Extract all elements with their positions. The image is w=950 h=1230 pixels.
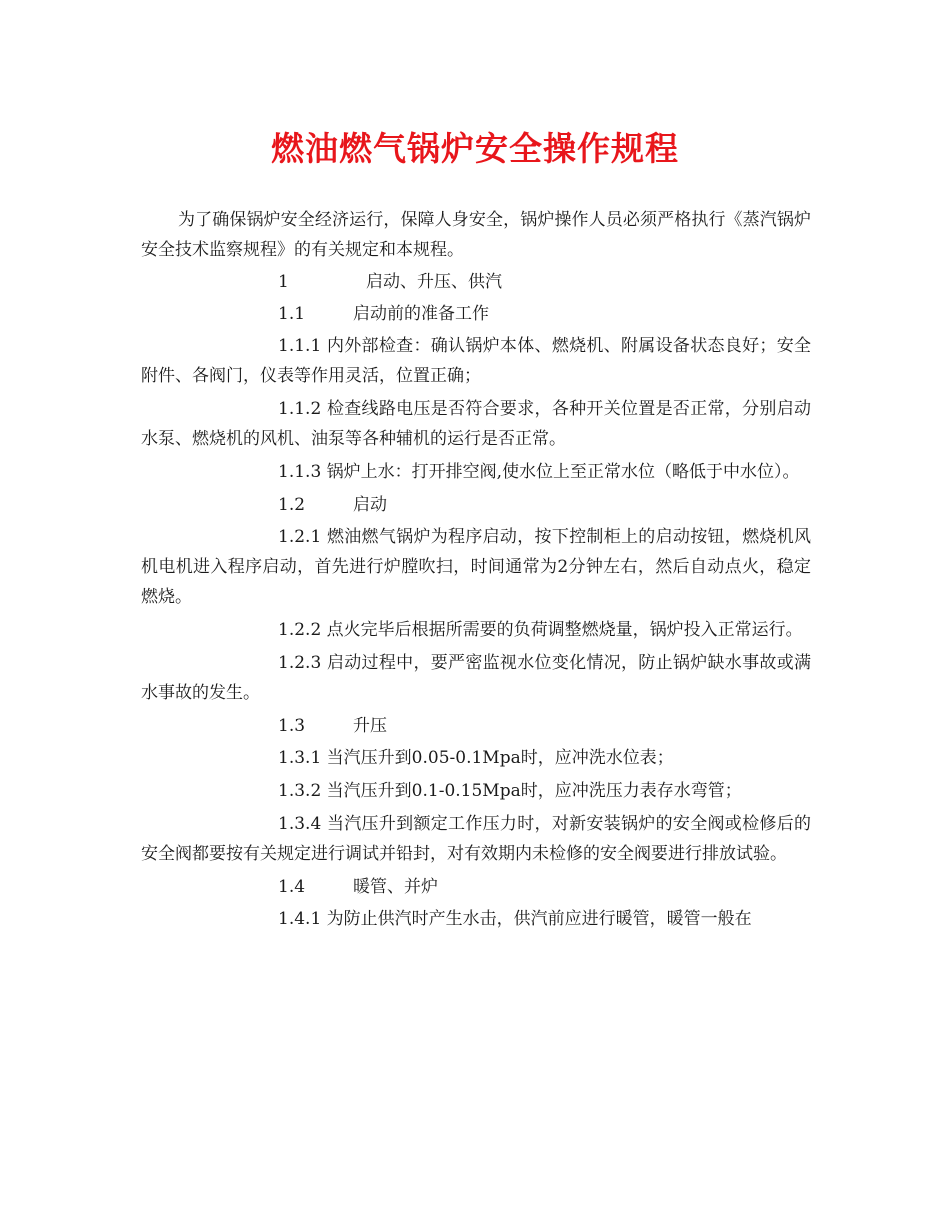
- section-title: 升压: [353, 716, 387, 736]
- intro-paragraph: 为了确保锅炉安全经济运行，保障人身安全，锅炉操作人员必须严格执行《蒸汽锅炉安全技术监察规程》的有关规定和本规程。: [141, 210, 811, 260]
- section-number: 1: [278, 272, 289, 292]
- section-heading-1: [141, 267, 811, 297]
- item-1-2-3: 1.2.3 启动过程中，要严密监视水位变化情况，防止锅炉缺水事故或满水事故的发生。: [141, 653, 811, 703]
- section-heading-1-1: [141, 299, 811, 329]
- item-1-3-1: 1.3.1 当汽压升到0.05-0.1Mpa时，应冲洗水位表；: [278, 748, 674, 768]
- section-number: 1.2: [278, 495, 306, 515]
- item-1-4-1: 1.4.1 为防止供汽时产生水击，供汽前应进行暖管，暖管一般在: [278, 909, 752, 929]
- section-title: 启动: [353, 495, 387, 515]
- section-number: 1.4: [278, 877, 306, 897]
- item-1-1-3: 1.1.3 锅炉上水：打开排空阀,使水位上至正常水位（略低于中水位）。: [278, 462, 800, 482]
- section-title: 启动前的准备工作: [353, 304, 489, 324]
- section-heading-1-4: [141, 872, 811, 902]
- section-heading-1-2: [141, 490, 811, 520]
- item-1-3-4: 1.3.4 当汽压升到额定工作压力时，对新安装锅炉的安全阀或检修后的安全阀都要按有关规定进行调试并铅封，对有效期内未检修的安全阀要进行排放试验。: [141, 814, 811, 864]
- document-title: 燃油燃气锅炉安全操作规程: [271, 129, 679, 168]
- item-1-1-1: 1.1.1 内外部检查：确认锅炉本体、燃烧机、附属设备状态良好；安全附件、各阀门，仪表等作用灵活，位置正确；: [141, 336, 811, 386]
- document-body: [141, 205, 811, 937]
- section-heading-1-3: [141, 711, 811, 741]
- item-1-3-2: 1.3.2 当汽压升到0.1-0.15Mpa时，应冲洗压力表存水弯管；: [278, 781, 742, 801]
- item-1-2-2: 1.2.2 点火完毕后根据所需要的负荷调整燃烧量，锅炉投入正常运行。: [278, 620, 803, 640]
- section-number: 1.1: [278, 304, 306, 324]
- item-1-2-1: 1.2.1 燃油燃气锅炉为程序启动，按下控制柜上的启动按钮，燃烧机风机电机进入程序启动，首先进行炉膛吹扫，时间通常为2分钟左右，然后自动点火，稳定燃烧。: [141, 527, 811, 607]
- section-title: 暖管、并炉: [353, 877, 438, 897]
- item-1-1-2: 1.1.2 检查线路电压是否符合要求，各种开关位置是否正常，分别启动水泵、燃烧机的风机、油泵等各种辅机的运行是否正常。: [141, 399, 811, 449]
- section-title: 启动、升压、供汽: [366, 272, 502, 292]
- section-number: 1.3: [278, 716, 306, 736]
